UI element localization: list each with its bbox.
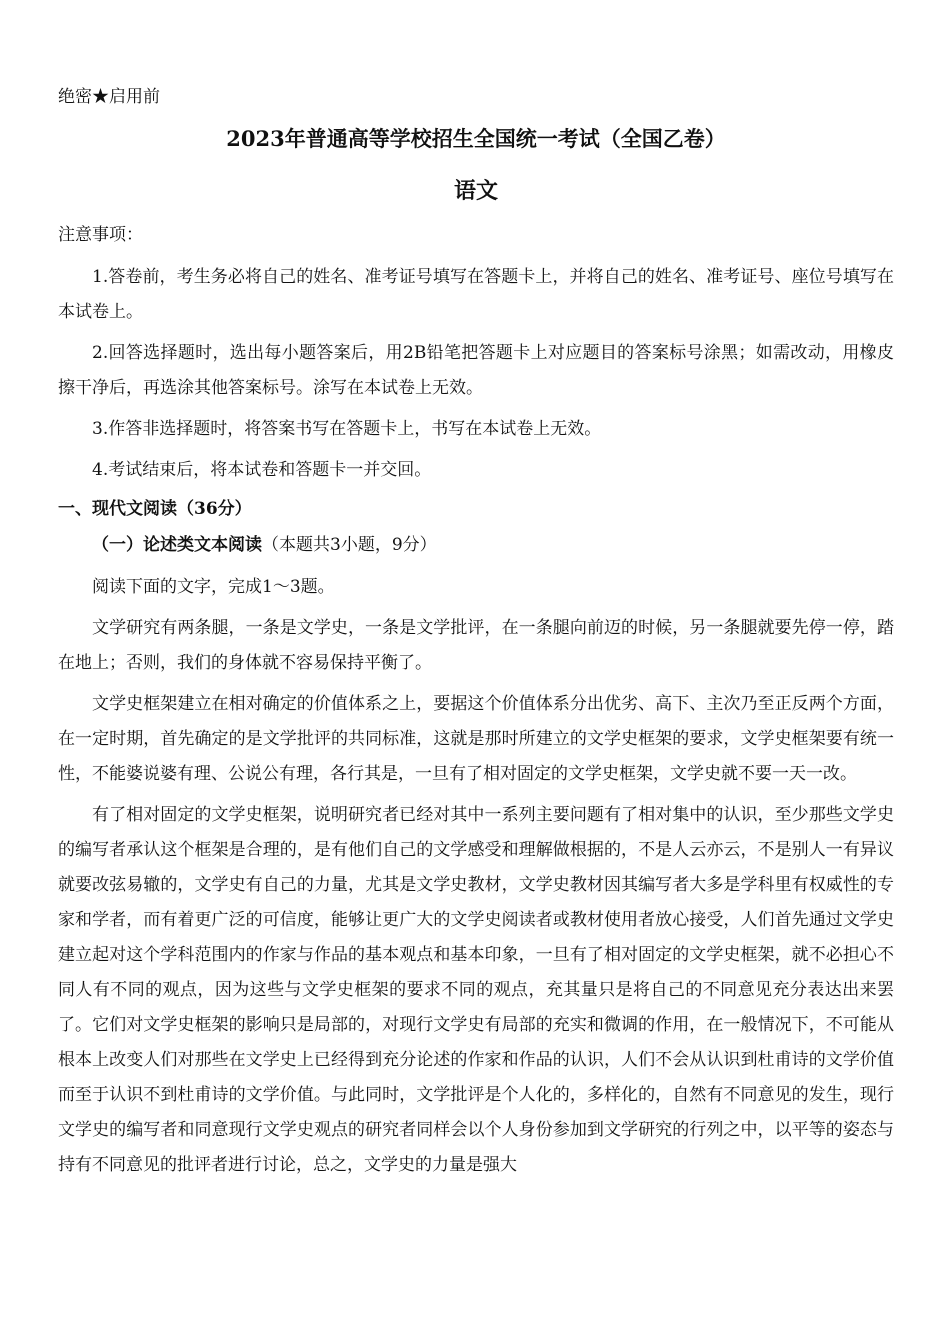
subject-title: 语文 <box>453 178 498 204</box>
passage-paragraph-1: 文学研究有两条腿，一条是文学史，一条是文学批评，在一条腿向前迈的时候，另一条腿就要先停一停，踏在地上；否则，我们的身体就不容易保持平衡了。 <box>58 618 894 673</box>
subsection-title: （一）论述类文本阅读 <box>92 535 262 555</box>
passage-paragraph-2: 文学史框架建立在相对确定的价值体系之上，要据这个价值体系分出优劣、高下、主次乃至正反两个方面，在一定时期，首先确定的是文学批评的共同标准，这就是那时所建立的文学史框架的要求，文学史框架要有统一性，不能婆说婆有理、公说公有理，各行其是，一旦有了相对固定的文学史框架，文学史就不要一天一改。 <box>58 694 894 784</box>
notice-item-4: 4.考试结束后，将本试卷和答题卡一并交回。 <box>92 460 432 480</box>
notice-item-2: 2.回答选择题时，选出每小题答案后，用2B铅笔把答题卡上对应题目的答案标号涂黑；如需改动，用橡皮擦干净后，再选涂其他答案标号。涂写在本试卷上无效。 <box>58 343 894 398</box>
passage-paragraph-3: 有了相对固定的文学史框架，说明研究者已经对其中一系列主要问题有了相对集中的认识，至少那些文学史的编写者承认这个框架是合理的，是有他们自己的文学感受和理解做根据的，不是人云亦云，不是别人一有异议就要改弦易辙的，文学史有自己的力量，尤其是文学史教材，文学史教材因其编写者大多是学科里有权威性的专家和学者，而有着更广泛的可信度，能够让更广大的文学史阅读者或教材使用者放心接受，人们首先通过文学史建立起对这个学科范围内的作家与作品的基本观点和基本印象，一旦有了相对固定的文学史框架，就不必担心不同人有不同的观点，因为这些与文学史框架的要求不同的观点，充其量只是将自己的不同意见充分表达出来罢了。它们对文学史框架的影响只是局部的，对现行文学史有局部的充实和微调的作用，在一般情况下，不可能从根本上改变人们对那些在文学史上已经得到充分论述的作家和作品的认识，人们不会从认识到杜甫诗的文学价值而至于认识不到杜甫诗的文学价值。与此同时，文学批评是个人化的，多样化的，自然有不同意见的发生，现行文学史的编写者和同意现行文学史观点的研究者同样会以个人身份参加到文学研究的行列之中，以平等的姿态与持有不同意见的批评者进行讨论，总之，文学史的力量是强大 <box>58 805 894 1175</box>
notice-item-1: 1.答卷前，考生务必将自己的姓名、准考证号填写在答题卡上，并将自己的姓名、准考证号、座位号填写在本试卷上。 <box>58 267 894 322</box>
notice-item-3: 3.作答非选择题时，将答案书写在答题卡上，书写在本试卷上无效。 <box>92 419 602 439</box>
subsection-note: （本题共3小题，9分） <box>262 535 437 555</box>
exam-page <box>58 84 894 1189</box>
notice-heading: 注意事项： <box>58 225 143 245</box>
section-heading: 一、现代文阅读（36分） <box>58 499 252 519</box>
exam-title: 2023年普通高等学校招生全国统一考试（全国乙卷） <box>226 126 726 151</box>
confidential-label: 绝密★启用前 <box>58 87 160 107</box>
reading-instruction: 阅读下面的文字，完成1～3题。 <box>92 577 335 597</box>
subsection-heading <box>58 530 894 560</box>
